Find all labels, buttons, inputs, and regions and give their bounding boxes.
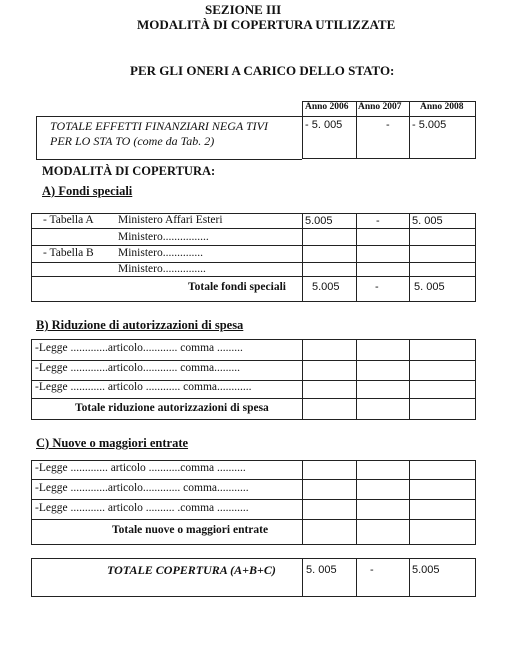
grand-total-label: TOTALE COPERTURA (A+B+C)	[107, 563, 276, 577]
total-effects-2006: - 5. 005	[305, 119, 343, 131]
section-a-row-3-ministry: Ministero..............	[118, 247, 203, 259]
section-a-total-label: Totale fondi speciali	[188, 281, 286, 293]
section-b-row-2: -Legge .............articolo............ comma.........	[35, 362, 241, 374]
section-a-total-2007: -	[375, 281, 379, 293]
section-c-title: C) Nuove o maggiori entrate	[36, 436, 189, 450]
section-number: SEZIONE III	[205, 2, 282, 17]
section-a-row-1-2006: 5.005	[305, 215, 333, 227]
grand-total-2007: -	[370, 564, 374, 576]
section-a-row-4-ministry: Ministero...............	[118, 263, 206, 275]
section-a-row-1-ministry: Ministero Affari Esteri	[118, 214, 223, 226]
section-a-row-1-table: - Tabella A	[43, 214, 94, 226]
section-a-row-1-2007: -	[376, 215, 380, 227]
year-header-2006: Anno 2006	[305, 102, 349, 112]
section-b-row-3: -Legge ............ articolo ............ comma............	[35, 381, 252, 393]
page-title: MODALITÀ DI COPERTURA UTILIZZATE	[137, 17, 396, 32]
coverage-heading: MODALITÀ DI COPERTURA:	[42, 164, 216, 178]
section-a-title: A) Fondi speciali	[42, 184, 133, 198]
section-c-row-3: -Legge ............ articolo .......... .comma ...........	[35, 502, 249, 514]
year-header-2007: Anno 2007	[358, 102, 402, 112]
total-effects-label-line2: PER LO STA TO (come da Tab. 2)	[50, 134, 215, 148]
section-c-row-1: -Legge ............. articolo ...........comma ..........	[35, 462, 246, 474]
section-b-row-1: -Legge .............articolo............ comma .........	[35, 342, 243, 354]
total-effects-2008: - 5.005	[412, 119, 447, 131]
section-a-row-2-ministry: Ministero................	[118, 231, 209, 243]
section-b-total-label: Totale riduzione autorizzazioni di spesa	[75, 402, 269, 414]
section-b-title: B) Riduzione di autorizzazioni di spesa	[36, 318, 244, 332]
section-a-total-2006: 5.005	[312, 281, 340, 293]
section-a-row-3-table: - Tabella B	[43, 247, 94, 259]
total-effects-2007: -	[386, 119, 390, 131]
section-a-total-2008: 5. 005	[414, 281, 445, 293]
section-a-row-1-2008: 5. 005	[412, 215, 443, 227]
grand-total-2008: 5.005	[412, 564, 440, 576]
section-c-row-2: -Legge .............articolo............. comma...........	[35, 482, 249, 494]
grand-total-2006: 5. 005	[306, 564, 337, 576]
year-header-2008: Anno 2008	[420, 102, 464, 112]
total-effects-label-line1: TOTALE EFFETTI FINANZIARI NEGA TIVI	[50, 119, 269, 133]
page-subtitle: PER GLI ONERI A CARICO DELLO STATO:	[130, 63, 395, 78]
section-c-total-label: Totale nuove o maggiori entrate	[112, 524, 269, 536]
